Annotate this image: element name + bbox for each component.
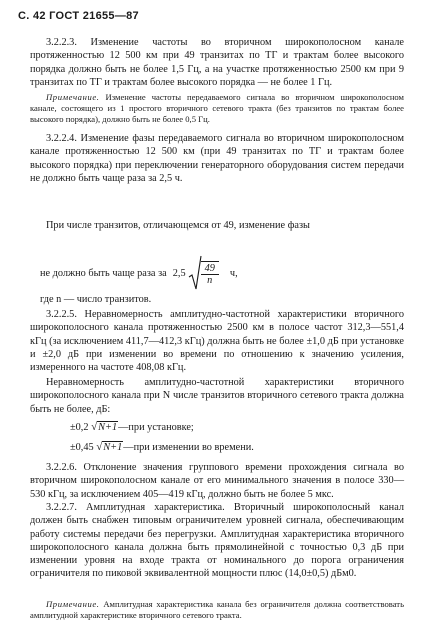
note-1-lead: Примечание. — [46, 92, 100, 102]
paragraph-3-2-2-7: 3.2.2.7. Амплитудная характеристика. Вторичный широкополосный канал должен быть снабжен типовым ограничителем уровней сигнала, обеспечивающим работу системы передачи без перегрузки. Амплитудная характеристика вторичного широкополосного канала должна быть прямолинейной с точностью 0,3 дБ при изменении уровня на входе тракта от номинального до порога ограничения ограничителя по пиковой эквивалентной мощности плюс (14,0±0,5) дБм0. — [30, 502, 404, 580]
formula-numerator: 49 — [201, 263, 219, 275]
formula-lead: не должно быть чаще раза за — [40, 267, 167, 279]
formula-denominator: n — [207, 274, 213, 286]
tolerance-setup-coef: ±0,2 — [70, 422, 89, 433]
page-header: С. 42 ГОСТ 21655—87 — [18, 10, 139, 22]
tolerance-time — [70, 441, 254, 453]
formula-coefficient: 2,5 — [172, 267, 186, 279]
note-2-lead: Примечание. — [46, 599, 100, 609]
paragraph-3-2-2-3: 3.2.2.3. Изменение частоты во вторичном широкополосном канале протяженностью 12 500 км при 49 транзитах по ТГ и трактам более высокого порядка должно быть не более 1,5 Гц, а на участке протяженностью 2500 км при 9 транзитах по ТГ и трактам более высокого порядка — не более 1 Гц. — [30, 37, 404, 88]
tolerance-time-text: —при изменении во времени. — [123, 442, 254, 453]
tolerance-setup-text: —при установке; — [118, 422, 194, 433]
where-n: где n — число транзитов. — [40, 294, 152, 305]
paragraph-3-2-2-5: 3.2.2.5. Неравномерность амплитудно-частотной характеристики вторичного широкополосного канала протяженностью 2500 км в полосе частот 312,3—551,4 кГц (за исключением 411,7—412,3 кГц) должна быть не более ±1,0 дБ при установке и ±2,0 дБ при изменении во времени по отношению к значению усиления, измеренного на частоте 408,08 кГц. — [30, 309, 404, 374]
formula-fraction — [201, 261, 219, 286]
formula-sqrt — [188, 255, 222, 291]
tolerance-setup-radicand: N+1 — [98, 422, 118, 433]
phase-formula — [40, 255, 238, 291]
radical-sign-icon — [188, 255, 202, 291]
radical-sign-icon: √ — [91, 421, 98, 433]
transit-intro: При числе транзитов, отличающемся от 49, изменение фазы — [46, 220, 310, 231]
note-2 — [30, 599, 404, 621]
tolerance-time-radicand: N+1 — [103, 442, 123, 453]
radical-sign-icon: √ — [96, 441, 103, 453]
note-1-text: Изменение частоты передаваемого сигнала во вторичном широкополосном канале, состоящего из 1 простого вторичного сетевого тракта (без транзитов по трактам более высокого порядка), должно быть не более 0,5 Гц. — [30, 92, 404, 124]
paragraph-3-2-2-4: 3.2.2.4. Изменение фазы передаваемого сигнала во вторичном широкополосном канале протяженностью 12 500 км (при 49 транзитах по ТГ и трактам более высокого порядка) при переключении генераторного оборудования систем передачи не должно быть чаще раза за 2,5 ч. — [30, 133, 404, 184]
note-1 — [30, 92, 404, 124]
formula-unit: ч, — [229, 267, 238, 279]
note-2-text: Амплитудная характеристика канала без ограничителя должна соответствовать амплитудной характеристике вторичного сетевого тракта. — [30, 599, 404, 620]
paragraph-3-2-2-5b: Неравномерность амплитудно-частотной характеристики вторичного широкополосного канала при N числе транзитов вторичного сетевого тракта должна быть не более, дБ: — [30, 377, 404, 415]
tolerance-time-coef: ±0,45 — [70, 442, 94, 453]
tolerance-setup — [70, 421, 194, 433]
paragraph-3-2-2-6: 3.2.2.6. Отклонение значения группового времени прохождения сигнала во вторичном широкополосном канале от его минимального значения в полосе 330—530 кГц, за исключением 405—419 кГц, должно быть не более 5 мкс. — [30, 462, 404, 500]
